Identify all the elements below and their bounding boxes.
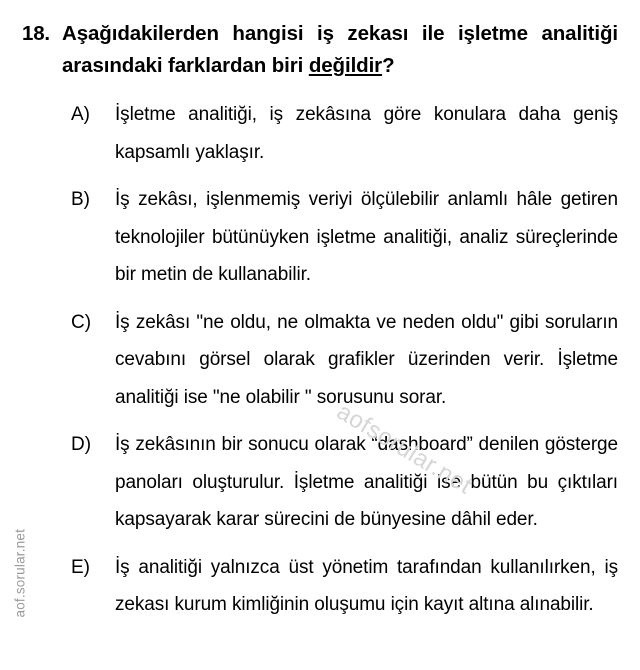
option-letter-b: B) <box>71 189 90 210</box>
option-text-d: İş zekâsının bir sonucu olarak “dashboard” denilen gösterge panoları oluşturulur. İşletme analitiği ise bütün bu çıktıları kapsayarak karar sürecini de bünyesine dâhil eder. <box>115 434 618 530</box>
option-text-b: İş zekâsı, işlenmemiş veriyi ölçülebilir anlamlı hâle getiren teknolojiler bütünüyken işletme analitiği, analiz süreçlerinde bir metin de kullanabilir. <box>115 189 618 285</box>
watermark-vertical-site-url: aof.sorular.net <box>12 528 28 618</box>
options-list <box>71 96 618 634</box>
question-number: 18. <box>22 22 50 45</box>
option-e[interactable] <box>71 549 618 624</box>
question-stem-tail: ? <box>382 54 395 77</box>
question-stem-lead: Aşağıdakilerden hangisi iş zekası ile işletme analitiği arasındaki farklardan biri <box>62 22 618 77</box>
option-text-e: İş analitiği yalnızca üst yönetim tarafından kullanılırken, iş zekası kurum kimliğinin oluşumu için kayıt altına alınabilir. <box>115 556 618 615</box>
option-c[interactable] <box>71 304 618 417</box>
option-d[interactable] <box>71 426 618 539</box>
option-letter-e: E) <box>71 556 90 578</box>
option-b[interactable] <box>71 181 618 294</box>
question-stem <box>62 18 618 82</box>
option-a[interactable] <box>71 96 618 171</box>
option-text-a: İşletme analitiği, iş zekâsına göre konulara daha geniş kapsamlı yaklaşır. <box>115 104 618 163</box>
option-text-c: İş zekâsı "ne oldu, ne olmakta ve neden oldu" gibi soruların cevabını görsel olarak grafikler üzerinden verir. İşletme analitiği ise "ne olabilir " sorusunu sorar. <box>115 311 618 408</box>
option-letter-c: C) <box>71 311 92 333</box>
option-letter-a: A) <box>71 104 90 125</box>
option-letter-d: D) <box>71 434 92 455</box>
watermark-diagonal-site-url: aofsorular.net <box>332 398 477 500</box>
question-negation-word: değildir <box>308 54 383 77</box>
question-block <box>22 18 618 82</box>
